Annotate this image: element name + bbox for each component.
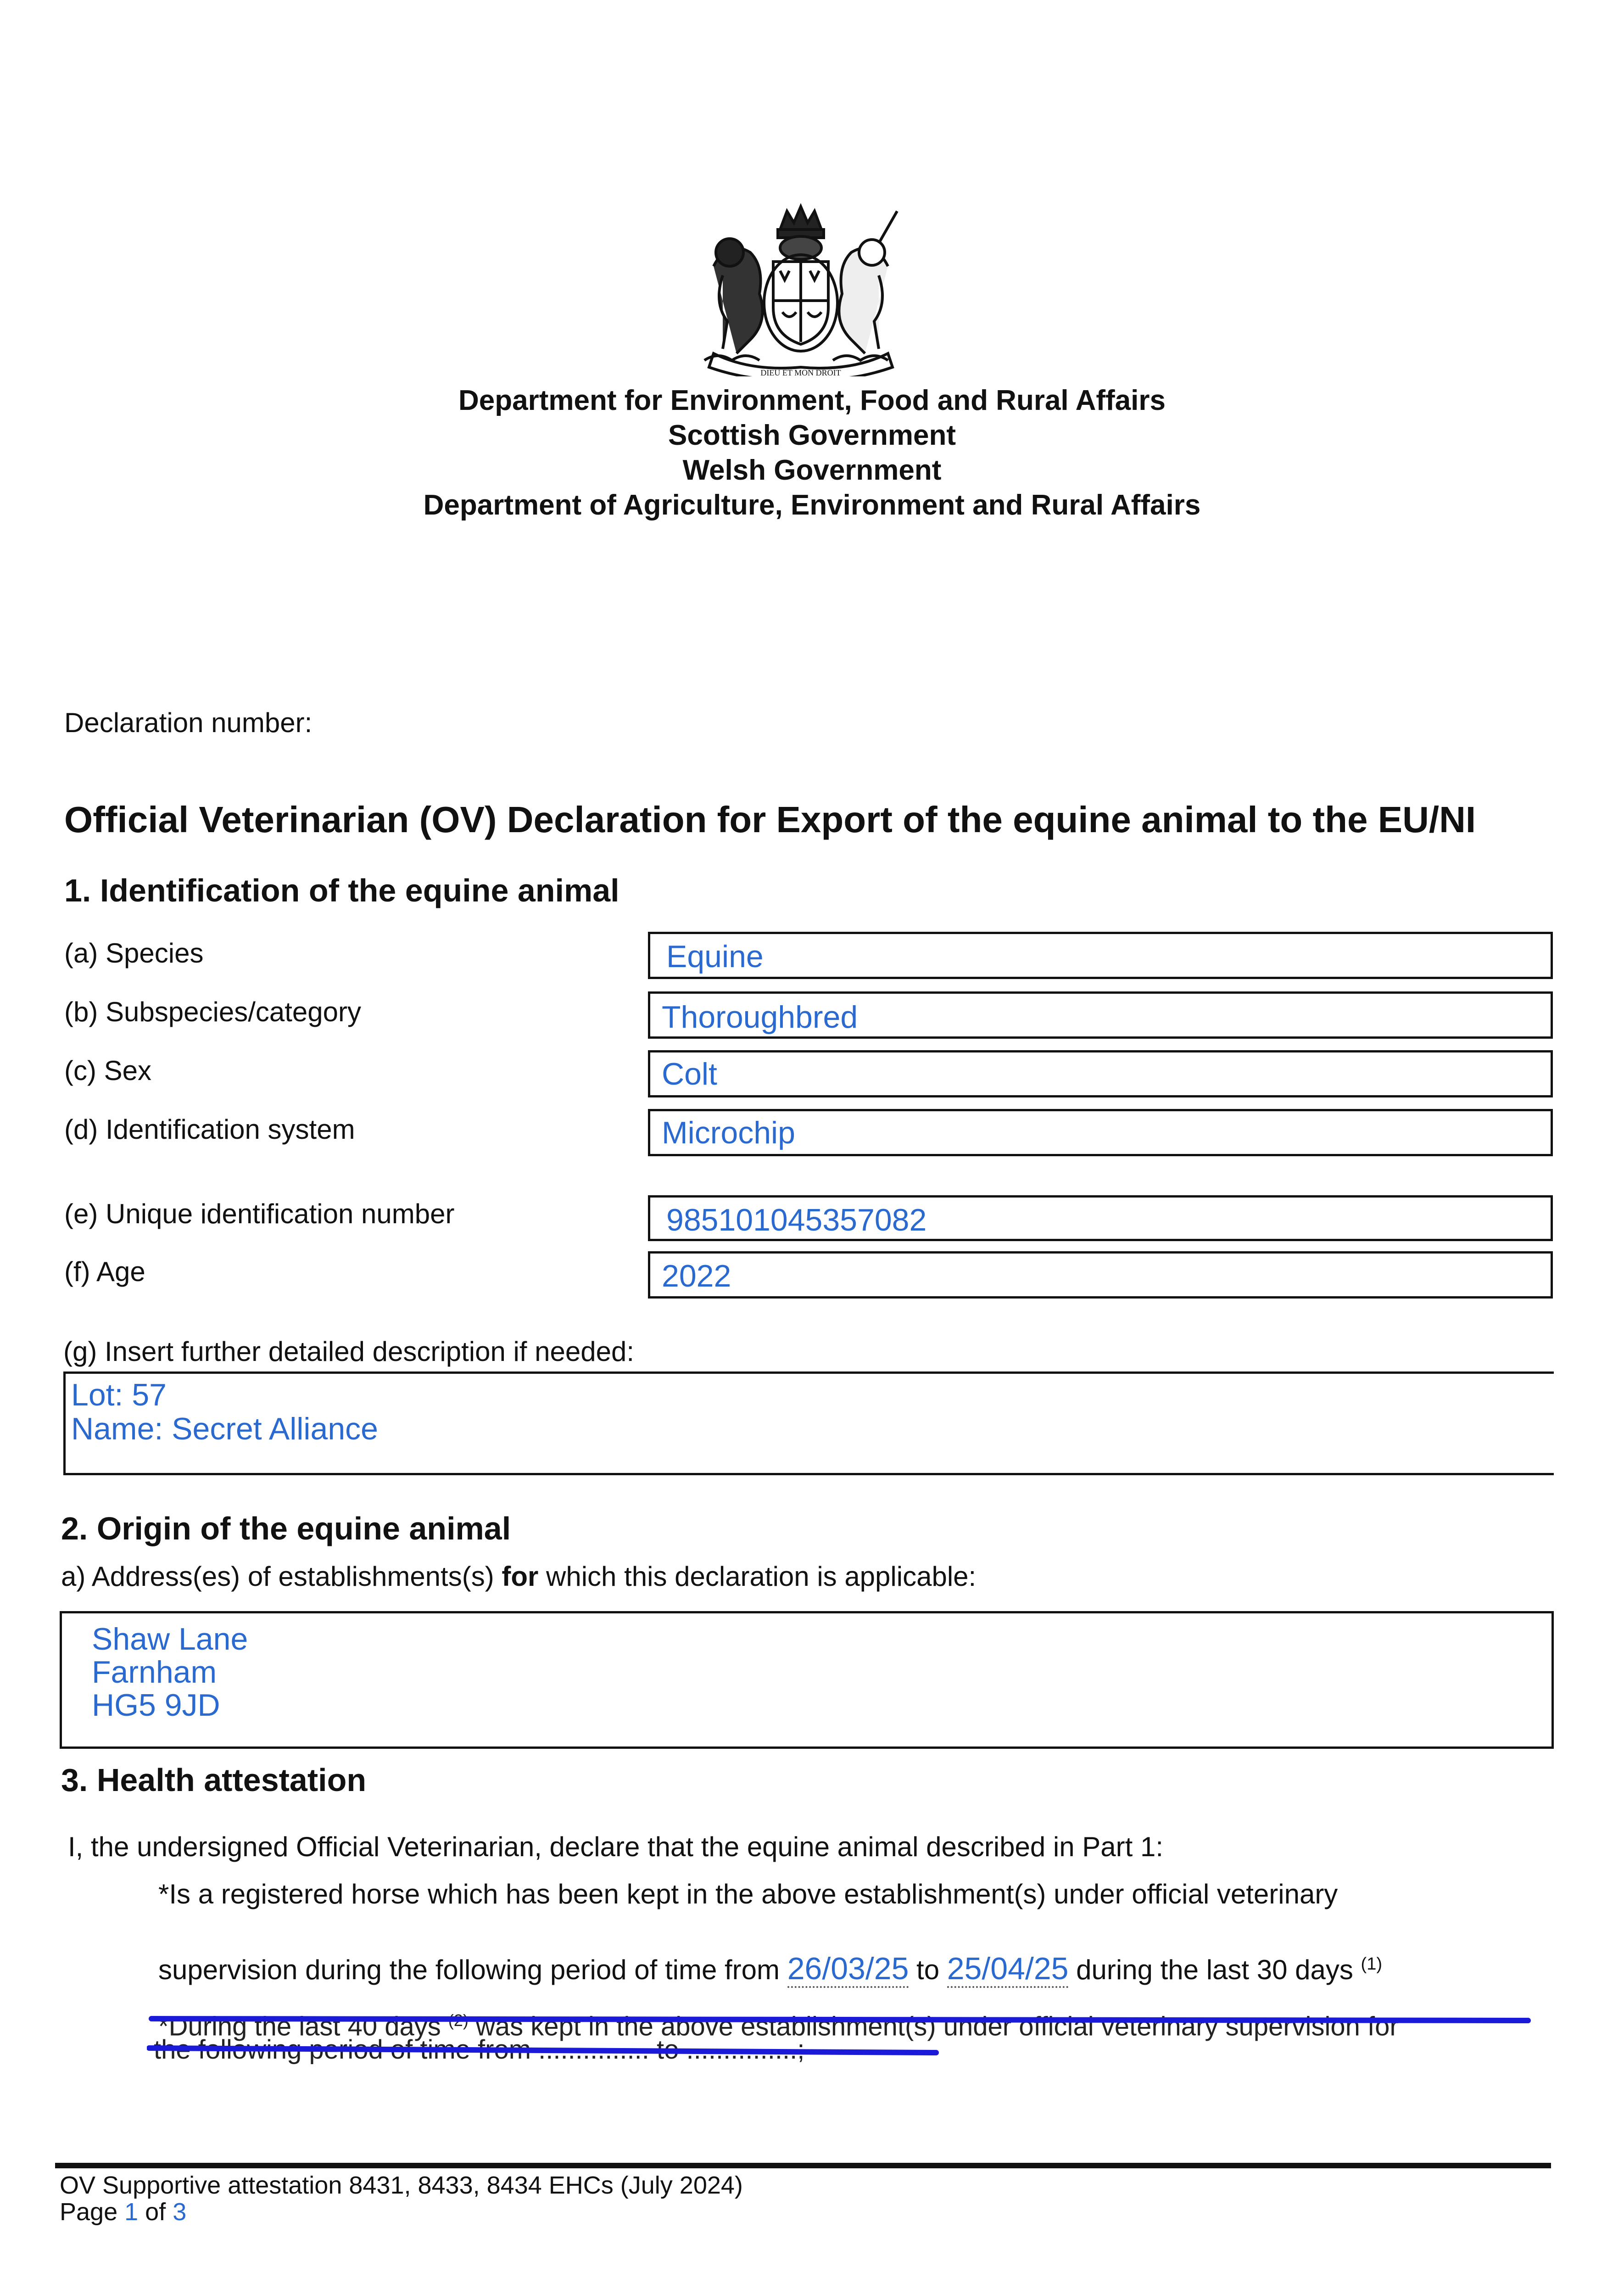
- age-field[interactable]: [648, 1251, 1553, 1299]
- subspecies-label: (b) Subspecies/category: [64, 996, 361, 1027]
- section2-heading: 2. Origin of the equine animal: [61, 1511, 511, 1546]
- department-name-defra: Department for Environment, Food and Rural Affairs: [458, 385, 1166, 416]
- attestation-para1-line1: *Is a registered horse which has been kept in the above establishment(s) under official veterinary: [158, 1879, 1338, 1909]
- address-line: Shaw Lane: [92, 1622, 248, 1657]
- attestation-para1-line2: supervision during the following period of time from 26/03/25 to 25/04/25 during the last 30 days $^{(1)}$: [158, 1910, 1382, 1988]
- footer-rule: [55, 2163, 1551, 2168]
- sex-label: (c) Sex: [64, 1055, 152, 1086]
- species-field[interactable]: [648, 932, 1553, 979]
- footer-page-number: Page 1 of 3: [60, 2198, 187, 2226]
- declaration-number-label: Declaration number:: [64, 707, 313, 738]
- sex-value: Colt: [662, 1057, 717, 1092]
- crest-motto: DIEU ET MON DROIT: [760, 368, 841, 376]
- attestation-para2-line1: *During the last 40 days $^{(2)}$ was kept in the above establishment(s) under official veterinary supervision for: [158, 2011, 1399, 2042]
- age-label: (f) Age: [64, 1256, 145, 1287]
- sex-field[interactable]: [648, 1050, 1553, 1097]
- address-line: Farnham: [92, 1655, 217, 1690]
- section1-heading: 1. Identification of the equine animal: [64, 873, 619, 908]
- address-field[interactable]: [60, 1611, 1554, 1749]
- unique-id-value: 985101045357082: [666, 1203, 927, 1237]
- section3-heading: 3. Health attestation: [61, 1762, 367, 1798]
- strikethrough-lines: [147, 2010, 1533, 2061]
- identification-system-field[interactable]: [648, 1109, 1553, 1156]
- identification-system-label: (d) Identification system: [64, 1114, 355, 1145]
- age-value: 2022: [662, 1259, 731, 1293]
- unique-id-label: (e) Unique identification number: [64, 1198, 455, 1229]
- further-description-line: Name: Secret Alliance: [71, 1411, 378, 1446]
- department-name-welsh: Welsh Government: [682, 454, 942, 486]
- department-name-daera: Department of Agriculture, Environment and Rural Affairs: [423, 489, 1201, 521]
- royal-coat-of-arms-icon: [695, 202, 906, 376]
- species-value: Equine: [666, 939, 764, 974]
- page-title: Official Veterinarian (OV) Declaration for Export of the equine animal to the EU/NI: [64, 799, 1476, 840]
- further-description-field[interactable]: [63, 1371, 1554, 1475]
- department-name-scottish: Scottish Government: [668, 420, 956, 451]
- species-label: (a) Species: [64, 938, 204, 968]
- further-description-label: (g) Insert further detailed description if needed:: [63, 1336, 635, 1367]
- unique-id-field[interactable]: [648, 1195, 1553, 1241]
- attestation-intro: I, the undersigned Official Veterinarian, declare that the equine animal described in Part 1:: [68, 1831, 1164, 1862]
- attestation-para2-line2: the following period of time from ............... to ...............;: [154, 2035, 805, 2065]
- period-from-date[interactable]: 26/03/25: [787, 1951, 909, 1988]
- footer-doc-ref: OV Supportive attestation 8431, 8433, 8434 EHCs (July 2024): [60, 2172, 743, 2199]
- subspecies-value: Thoroughbred: [662, 1000, 858, 1035]
- address-line: HG5 9JD: [92, 1688, 220, 1723]
- address-label: a) Address(es) of establishments(s) for which this declaration is applicable:: [61, 1561, 977, 1592]
- further-description-line: Lot: 57: [71, 1377, 167, 1412]
- identification-system-value: Microchip: [662, 1115, 795, 1150]
- period-to-date[interactable]: 25/04/25: [947, 1951, 1069, 1988]
- subspecies-field[interactable]: [648, 991, 1553, 1039]
